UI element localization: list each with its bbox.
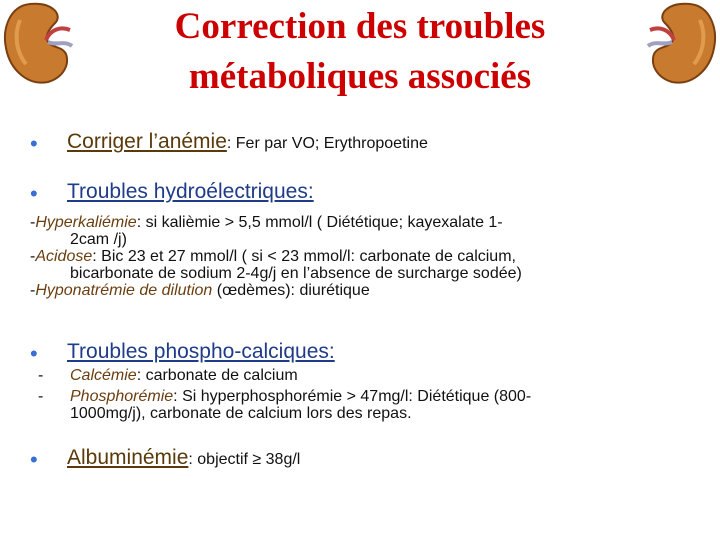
anemie-detail: : Fer par VO; Erythropoetine <box>226 135 428 152</box>
heading-hydro: Troubles hydroélectriques: <box>67 180 314 203</box>
bullet-albumine <box>30 446 300 473</box>
phosphoremie-row: - Phosphorémie: Si hyperphosphorémie > 47mg/l: Diététique (800- 1000mg/j), carbonate de calcium lors des repas. <box>38 388 532 422</box>
bullet-anemie <box>30 130 428 157</box>
bullet-icon: • <box>30 340 38 366</box>
kidney-icon <box>642 0 720 92</box>
acidose-text: : Bic 23 et 27 mmol/l ( si < 23 mmol/l: carbonate de calcium, <box>92 248 516 265</box>
acidose-term: Acidose <box>35 248 93 265</box>
phosphoremie-term: Phosphorémie <box>70 388 174 405</box>
hyponatremie-text: (œdèmes): diurétique <box>212 282 370 299</box>
hyperkaliemie-term: Hyperkaliémie <box>35 214 137 231</box>
title-line-1: Correction des troubles <box>174 6 546 47</box>
bullet-icon: • <box>30 180 38 206</box>
calcemie-row: - Calcémie: carbonate de calcium <box>38 367 298 384</box>
bullet-hydro <box>30 180 314 207</box>
hyperkaliemie-text-cont: 2cam /j) <box>70 231 127 248</box>
hyperkaliemie-text: : si kalièmie > 5,5 mmol/l ( Diététique; kayexalate 1- <box>136 214 503 231</box>
kidney-icon <box>0 0 78 92</box>
page-title <box>90 2 630 102</box>
calcemie-text: : carbonate de calcium <box>136 367 298 384</box>
heading-phospho: Troubles phospho-calciques: <box>67 340 335 363</box>
phosphoremie-text-cont: 1000mg/j), carbonate de calcium lors des repas. <box>70 405 412 422</box>
bullet-icon: • <box>30 130 38 156</box>
title-line-2: métaboliques associés <box>188 56 532 97</box>
phosphoremie-text: : Si hyperphosphorémie > 47mg/l: Diététique (800- <box>173 388 532 405</box>
bullet-icon: • <box>30 446 38 472</box>
albumine-detail: : objectif ≥ 38g/l <box>188 451 301 468</box>
heading-anemie: Corriger l’anémie <box>67 130 227 153</box>
hydro-details: -Hyperkaliémie: si kalièmie > 5,5 mmol/l ( Diététique; kayexalate 1- 2cam /j) -Acidose: Bic 23 et 27 mmol/l ( si < 23 mmol/l: carbonate de calcium, bicarbonate de sodium 2-4g/j en l’absence de surcharge sodée) -Hyponatrémie de dilution (œdèmes): diurétique <box>30 214 680 299</box>
acidose-text-cont: bicarbonate de sodium 2-4g/j en l’absence de surcharge sodée) <box>70 265 522 282</box>
calcemie-term: Calcémie <box>70 367 137 384</box>
bullet-phospho <box>30 340 335 367</box>
heading-albumine: Albuminémie <box>67 446 189 469</box>
hyponatremie-term: Hyponatrémie de dilution <box>35 282 213 299</box>
